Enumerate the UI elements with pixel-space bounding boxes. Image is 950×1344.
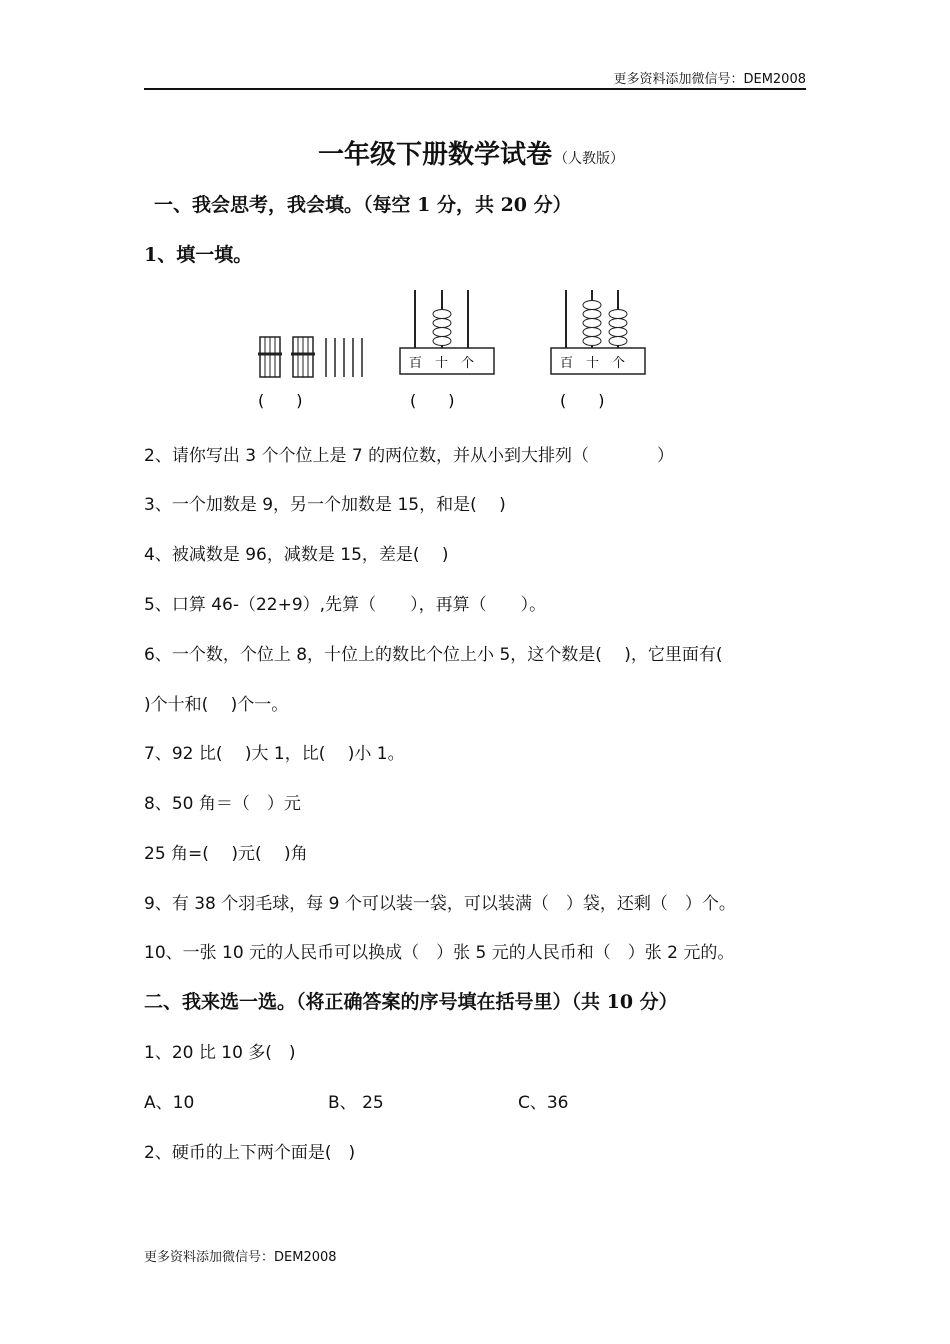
- figure-blank-2: ( ): [410, 391, 455, 410]
- option-b: B、 25: [328, 1093, 384, 1113]
- section2-question-1: 1、20 比 10 多( ): [144, 1043, 296, 1063]
- question-7: 7、92 比( )大 1，比( )小 1。: [144, 744, 405, 764]
- section1-heading: 一、我会思考，我会填。（每空 1 分，共 20 分）: [154, 194, 572, 216]
- figure-blank-3: ( ): [560, 391, 605, 410]
- abacus2-label-tens: 十: [586, 356, 600, 371]
- abacus1-label-ones: 个: [461, 356, 475, 371]
- abacus2-label-ones: 个: [612, 356, 626, 371]
- header-rule: [144, 88, 806, 90]
- question-4: 4、被减数是 96，减数是 15，差是( ): [144, 545, 449, 565]
- option-a: A、10: [144, 1093, 195, 1113]
- abacus-1: [400, 290, 494, 374]
- abacus1-label-tens: 十: [435, 356, 449, 371]
- header-note: 更多资料添加微信号：DEM2008: [613, 72, 806, 87]
- abacus2-label-hundreds: 百: [560, 356, 574, 371]
- question-3: 3、一个加数是 9，另一个加数是 15，和是( ): [144, 495, 506, 515]
- figure-blank-1: ( ): [258, 391, 303, 410]
- title-sub: （人教版）: [554, 151, 625, 167]
- question-8-line2: 25 角=( )元( )角: [144, 844, 308, 864]
- question-8-line1: 8、50 角＝（ ）元: [144, 794, 301, 814]
- question-10: 10、一张 10 元的人民币可以换成（ ）张 5 元的人民币和（ ）张 2 元的。: [144, 943, 735, 963]
- question-5: 5、口算 46-（22+9）,先算（ ），再算（ ）。: [144, 595, 547, 615]
- question-2: 2、请你写出 3 个个位上是 7 的两位数，并从小到大排列（ ）: [144, 446, 675, 466]
- abacus-2: [551, 290, 645, 374]
- q1-prompt: 1、填一填。: [144, 244, 253, 266]
- section2-question-2: 2、硬币的上下两个面是( ): [144, 1143, 356, 1163]
- option-c: C、36: [518, 1093, 569, 1113]
- question-6-line2: )个十和( )个一。: [144, 695, 289, 715]
- question-6-line1: 6、一个数，个位上 8，十位上的数比个位上小 5，这个数是( )，它里面有(: [144, 645, 723, 665]
- single-sticks: [326, 338, 362, 377]
- counting-figure: [210, 282, 670, 417]
- page-title: [318, 134, 624, 171]
- stick-bundle-2: [291, 337, 315, 377]
- abacus1-label-hundreds: 百: [409, 356, 423, 371]
- section2-heading: 二、我来选一选。（将正确答案的序号填在括号里）（共 10 分）: [144, 991, 678, 1013]
- title-main: 一年级下册数学试卷: [318, 140, 553, 170]
- footer-note: 更多资料添加微信号：DEM2008: [144, 1250, 337, 1265]
- question-9: 9、有 38 个羽毛球，每 9 个可以装一袋，可以装满（ ）袋，还剩（ ）个。: [144, 894, 736, 914]
- stick-bundle-1: [258, 337, 282, 377]
